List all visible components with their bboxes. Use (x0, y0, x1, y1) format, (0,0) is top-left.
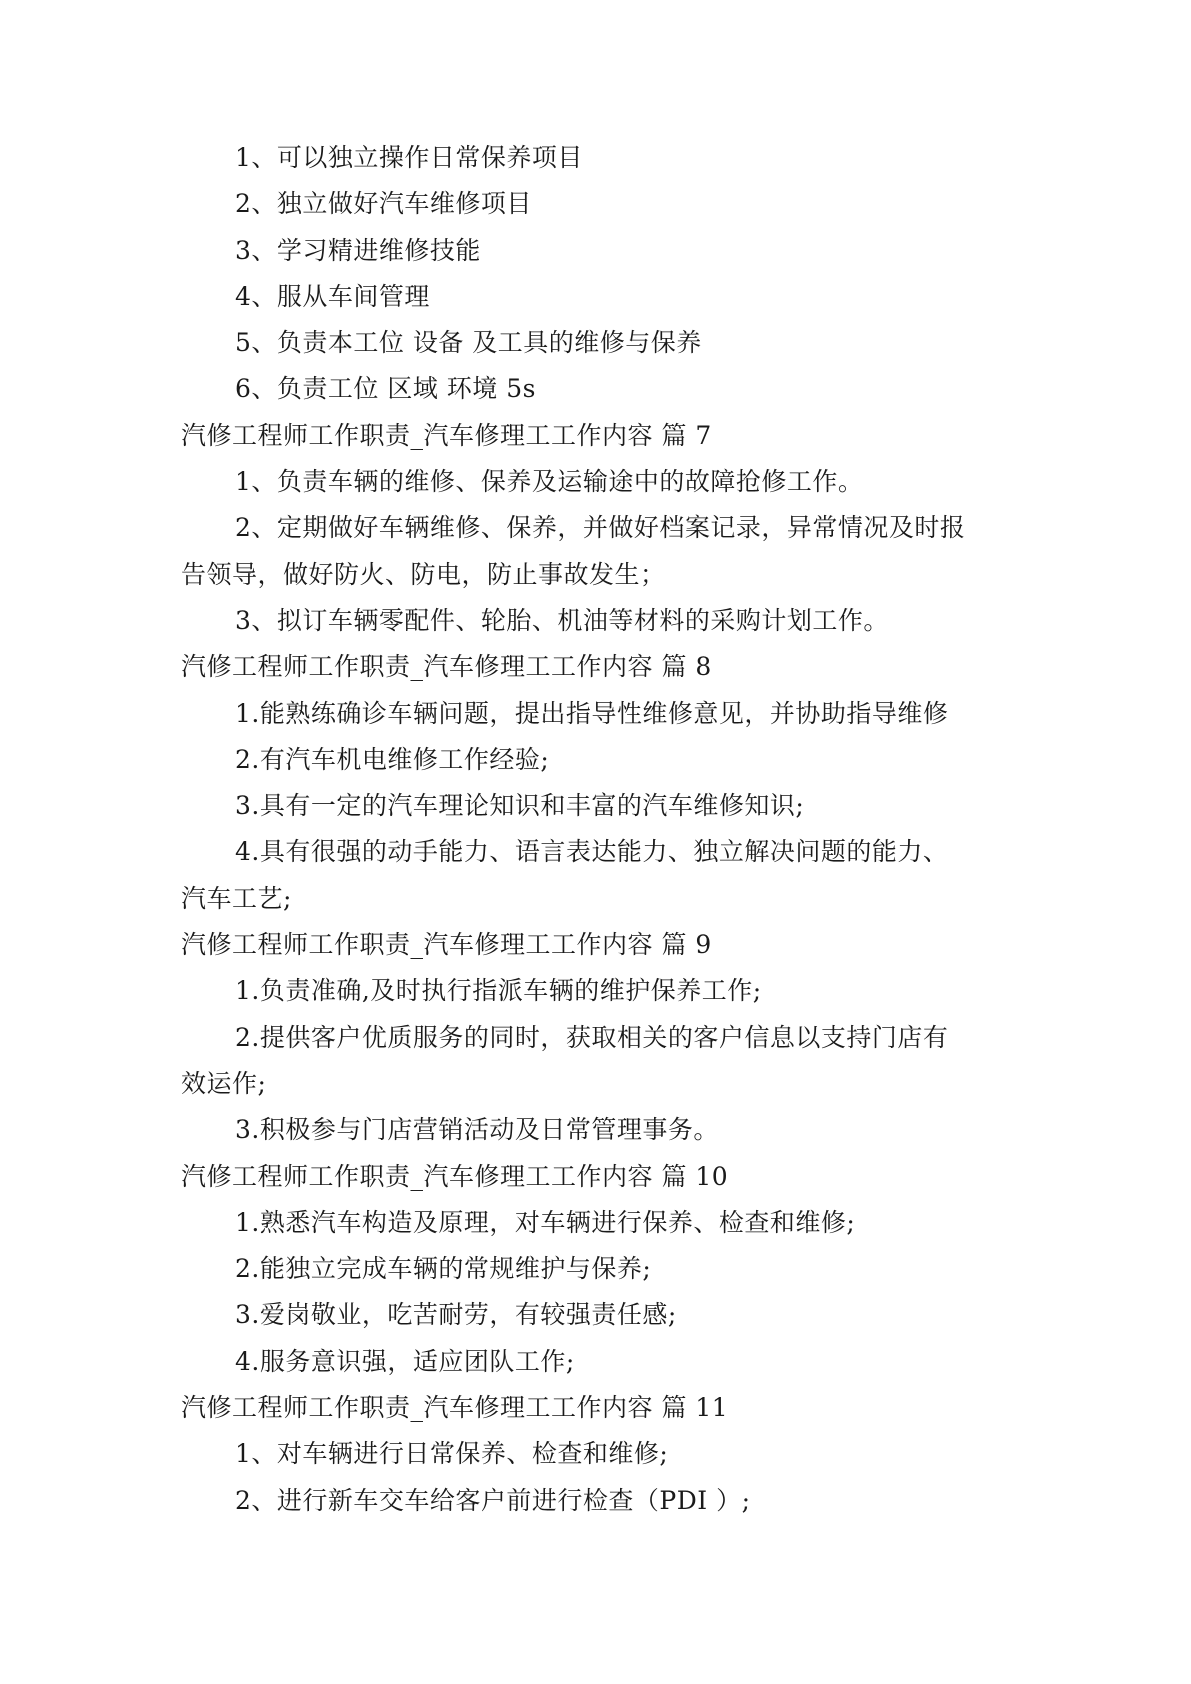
list-item: 4.具有很强的动手能力、语言表达能力、独立解决问题的能力、 (235, 837, 949, 867)
list-item: 4、服从车间管理 (235, 281, 430, 311)
section-heading: 汽修工程师工作职责_汽车修理工工作内容 篇 10 (181, 1161, 729, 1191)
list-item: 3.积极参与门店营销活动及日常管理事务。 (235, 1115, 719, 1145)
list-item: 2、进行新车交车给客户前进行检查（PDI ）; (235, 1485, 751, 1515)
list-item: 1、负责车辆的维修、保养及运输途中的故障抢修工作。 (235, 467, 864, 497)
list-item: 1、对车辆进行日常保养、检查和维修; (235, 1439, 669, 1469)
list-item: 2、独立做好汽车维修项目 (235, 189, 532, 219)
list-item: 2、定期做好车辆维修、保养，并做好档案记录，异常情况及时报 (235, 513, 966, 543)
list-item: 3、拟订车辆零配件、轮胎、机油等材料的采购计划工作。 (235, 605, 889, 635)
list-item: 6、负责工位 区域 环境 5s (235, 374, 536, 404)
list-item: 5、负责本工位 设备 及工具的维修与保养 (235, 328, 702, 358)
list-item: 1、可以独立操作日常保养项目 (235, 143, 583, 172)
document-body (181, 135, 1031, 1524)
list-item: 2.能独立完成车辆的常规维护与保养; (235, 1254, 652, 1284)
list-item: 1.熟悉汽车构造及原理，对车辆进行保养、检查和维修; (235, 1207, 856, 1237)
list-item: 3.具有一定的汽车理论知识和丰富的汽车维修知识; (235, 791, 805, 821)
list-item: 3、学习精进维修技能 (235, 235, 481, 265)
section-heading: 汽修工程师工作职责_汽车修理工工作内容 篇 7 (181, 420, 712, 450)
paragraph-continuation: 汽车工艺; (181, 883, 292, 913)
section-heading: 汽修工程师工作职责_汽车修理工工作内容 篇 9 (181, 930, 712, 960)
paragraph-continuation: 告领导，做好防火、防电，防止事故发生； (181, 559, 666, 589)
list-item: 2.提供客户优质服务的同时，获取相关的客户信息以支持门店有 (235, 1022, 949, 1052)
list-item: 1.负责准确,及时执行指派车辆的维护保养工作; (235, 976, 762, 1006)
list-item: 2.有汽车机电维修工作经验; (235, 744, 550, 774)
section-heading: 汽修工程师工作职责_汽车修理工工作内容 篇 8 (181, 652, 712, 682)
list-item: 4.服务意识强，适应团队工作; (235, 1346, 575, 1376)
list-item: 3.爱岗敬业，吃苦耐劳，有较强责任感; (235, 1300, 677, 1330)
section-heading: 汽修工程师工作职责_汽车修理工工作内容 篇 11 (181, 1393, 729, 1423)
list-item: 1.能熟练确诊车辆问题，提出指导性维修意见，并协助指导维修 (235, 698, 949, 728)
paragraph-continuation: 效运作; (181, 1068, 267, 1098)
